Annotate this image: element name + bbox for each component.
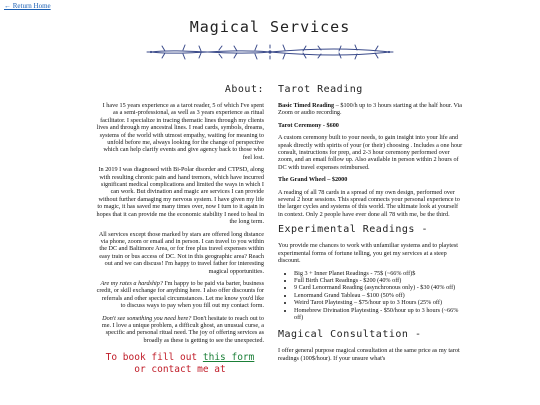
consultation-heading [278,329,464,341]
grand-wheel-title: The Grand Wheel – $2000 [278,176,348,184]
list-item: • Big 3 + Inner Planet Readings - 75$ (~66% off)$ [294,270,464,277]
tarot-ceremony-text: A custom ceremony built to your needs, to gain insight into your life and speak directly with spirits of your (or their) choosing . Includes a one hour consult, instructions for prep, and 2-3 hour ceremony performed over zoom, and an email follow up. Also available in person within 2 hours of DC with travel expenses reimbursed. [278,134,463,171]
dont-see-paragraph [96,315,264,345]
about-paragraph: All services except those marked by stars are offered long distance via phone, zoom or email and in person. I can travel to you within the DC and Baltimore Area, or for free plus travel expenses within easy train or bus access of DC. Not in this geographic area? Reach out and we can discuss! I'm happy to travel father for interesting magical opportunities. [98,230,264,275]
booking-cta-prefix: To book fill out [105,352,203,364]
consultation-heading-text: Magical Consultation [278,329,409,341]
hardship-question: Are my rates a hardship? [100,279,163,287]
booking-cta [96,352,264,376]
basic-reading-text: – $100/h up to 3 hours starting at the half hour. Via Zoom or audio recording. [278,102,463,117]
grand-wheel-text: A reading of all 78 cards in a spread of my own design, performed over several 2 hour sessions. This spread connects your personal experience to the larger cycles and systems of this world. The ultimate look at yourself in context. Only 2 people have ever done all 78 with me, be the third. [278,188,460,218]
experimental-intro: You provide me chances to work with unfamiliar systems and to playtest experimental forms of fortune telling, you get my services at a steep discount. [278,242,458,265]
about-paragraph: In 2019 I was diagnosed with Bi-Polar disorder and CTPSD, along with resulting chronic pain and hand tremors, which have incurred significant medical complications and limited the ways in which I can work. But divination and magic are services I can provide without further damaging my nervous system. I have given my life to magic, it has saved me many times over, now I turn to it again in hopes that it can provide me the economic stability I need to heal in the long term. [96,166,264,226]
services-column [278,84,464,367]
dont-see-text: Don't hesitate to reach out to me. I love a unique problem, a difficult ghost, an unusual curse, a specific and personal ritual need. The joy of offering services as broadly as these is getting to see the unexpected. [101,314,264,344]
list-item: • 9 Card Lenormand Reading (asynchronous only) - $30 (40% off) [294,284,464,291]
tarot-ceremony-title: Tarot Ceremony - $600 [278,121,339,129]
experimental-heading-suffix: - [414,224,428,236]
return-home-link[interactable]: ← Return Home [4,2,51,10]
experimental-heading [278,224,464,236]
booking-form-link[interactable]: this form [202,352,255,364]
list-item: • Full Birth Chart Readings - $200 (40% off) [294,277,464,284]
booking-cta-suffix: or contact me at [134,364,226,376]
dont-see-question: Don't see something you need here? [102,314,192,322]
about-column [96,84,264,376]
experimental-heading-text: Experimental Readings [278,224,415,236]
experimental-list [278,270,464,322]
list-item: • Weird Tarot Playtesting – $75/hour up to 3 Hours (25% off) [294,299,464,306]
basic-reading-title: Basic Timed Reading [278,102,335,109]
about-heading: About: [224,84,264,95]
vine-divider-icon [145,44,395,60]
basic-reading-offer [278,102,464,117]
page-title: Magical Services [189,18,351,36]
tarot-heading: Tarot Reading [278,84,363,95]
list-item: • Lenormand Grand Tableau – $100 (50% off) [294,292,464,299]
consultation-heading-suffix: - [408,329,422,341]
about-paragraph: I have 15 years experience as a tarot reader, 5 of which I've spent as a semi-professional, as well as 3 years experience as ritual facilitator. I specialize in tracing thematic lines through my clients lives and through my ancestral lines. I read cards, symbols, dreams, systems of the world with utmost empathy, waiting for meaning to unfold before me, always looking for the change of perspective which can help clarify events and give agency back to those who feel lost. [96,102,264,161]
consultation-text: I offer general purpose magical consultation at the same price as my tarot readings (100$/hour). If your unsure what's [278,347,460,362]
hardship-paragraph [96,280,264,310]
list-item: • Homebrew Divination Playtesting - $50/hour up to 3 hours (~66% off) [294,307,464,322]
hardship-text: I'm happy to be paid via barter, business credit, or skill exchange for anything here. I also offer discounts for referrals and other special circumstances. Let me know you'd like to discuss ways to pay when you fill out my contact form. [96,279,264,310]
